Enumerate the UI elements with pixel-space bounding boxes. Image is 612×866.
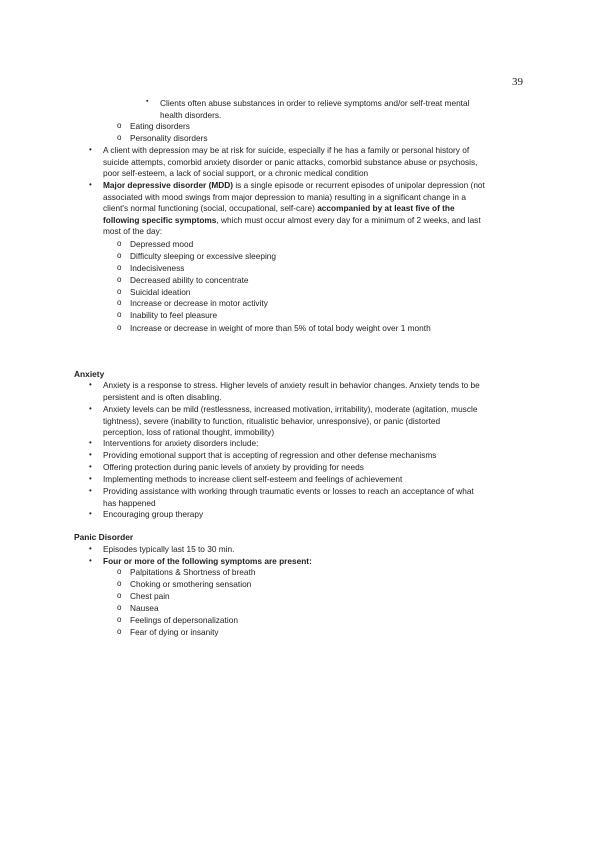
bullet-icon: •: [89, 462, 92, 471]
circle-bullet-icon: o: [117, 567, 122, 576]
list-item: Depressed mood: [130, 239, 194, 249]
list-item: Palpitations & Shortness of breath: [130, 567, 256, 577]
list-item: Feelings of depersonalization: [130, 615, 238, 625]
bullet-icon: •: [89, 544, 92, 553]
list-item: Providing assistance with working through traumatic events or losses to reach an acceptance of what has happened: [103, 486, 474, 508]
list-item: A client with depression may be at risk for suicide, especially if he has a family or personal history of suicide attempts, comorbid anxiety disorder or panic attacks, comorbid substance abuse or psychosis, poor self-esteem, a lack of social support, or a chronic medical condition: [103, 145, 478, 179]
list-item: Nausea: [130, 603, 159, 613]
list-item: Encouraging group therapy: [103, 509, 204, 519]
list-item: Choking or smothering sensation: [130, 579, 252, 589]
list-item: Suicidal ideation: [130, 287, 191, 297]
list-item: Inability to feel pleasure: [130, 310, 218, 320]
bullet-icon: •: [89, 450, 92, 459]
list-item: Difficulty sleeping or excessive sleeping: [130, 251, 277, 261]
circle-bullet-icon: o: [117, 627, 122, 636]
list-item: Decreased ability to concentrate: [130, 275, 249, 285]
list-item: Anxiety levels can be mild (restlessness, increased motivation, irritability), moderate (agitation, muscle tightness), severe (inability to function, ritualistic behavior, unresponsive), or panic (distorted perception, loss of rational thought, immobility): [103, 404, 478, 438]
bullet-icon: •: [89, 509, 92, 518]
list-item: Fear of dying or insanity: [130, 627, 219, 637]
list-item: Anxiety is a response to stress. Higher levels of anxiety result in behavior changes. Anxiety tends to be persistent and is often disabling.: [103, 380, 480, 402]
circle-bullet-icon: o: [117, 239, 122, 248]
circle-bullet-icon: o: [117, 287, 122, 296]
bullet-icon: •: [89, 556, 92, 565]
circle-bullet-icon: o: [117, 591, 122, 600]
list-item: Episodes typically last 15 to 30 min.: [103, 544, 235, 554]
circle-bullet-icon: o: [117, 615, 122, 624]
list-item: Offering protection during panic levels of anxiety by providing for needs: [103, 462, 364, 472]
mdd-paragraph: Major depressive disorder (MDD) is a single episode or recurrent episodes of unipolar depression (not associated with mood swings from major depression to mania) resulting in a significant change in a client's normal functioning (social, occupational, self-care) accompanied by at least five of the following specific symptoms, which must occur almost every day for a minimum of 2 weeks, and last most of the day:: [103, 180, 485, 237]
panic-disorder-heading: Panic Disorder: [74, 532, 134, 542]
bullet-icon: •: [89, 474, 92, 483]
list-item: Interventions for anxiety disorders include:: [103, 438, 259, 448]
bullet-icon: •: [89, 180, 92, 189]
bullet-icon: •: [89, 145, 92, 154]
circle-bullet-icon: o: [117, 323, 122, 332]
bullet-icon: •: [89, 380, 92, 389]
list-item: Personality disorders: [130, 133, 208, 143]
circle-bullet-icon: o: [117, 133, 122, 142]
circle-bullet-icon: o: [117, 298, 122, 307]
anxiety-heading: Anxiety: [74, 369, 105, 379]
circle-bullet-icon: o: [117, 310, 122, 319]
circle-bullet-icon: o: [117, 603, 122, 612]
list-item: Indecisiveness: [130, 263, 185, 273]
circle-bullet-icon: o: [117, 579, 122, 588]
bullet-icon: •: [89, 486, 92, 495]
list-item: Implementing methods to increase client self-esteem and feelings of achievement: [103, 474, 403, 484]
page-number: 39: [512, 76, 523, 88]
square-bullet-icon: ▪: [146, 98, 149, 105]
circle-bullet-icon: o: [117, 121, 122, 130]
list-item: Eating disorders: [130, 121, 190, 131]
list-item: Chest pain: [130, 591, 170, 601]
list-item: Increase or decrease in motor activity: [130, 298, 268, 308]
list-item: Four or more of the following symptoms are present:: [103, 556, 312, 566]
circle-bullet-icon: o: [117, 275, 122, 284]
list-item: Clients often abuse substances in order to relieve symptoms and/or self-treat mental health disorders.: [160, 98, 470, 120]
circle-bullet-icon: o: [117, 263, 122, 272]
list-item: Increase or decrease in weight of more than 5% of total body weight over 1 month: [130, 323, 431, 333]
bullet-icon: •: [89, 404, 92, 413]
bullet-icon: •: [89, 438, 92, 447]
circle-bullet-icon: o: [117, 251, 122, 260]
list-item: Providing emotional support that is accepting of regression and other defense mechanisms: [103, 450, 437, 460]
